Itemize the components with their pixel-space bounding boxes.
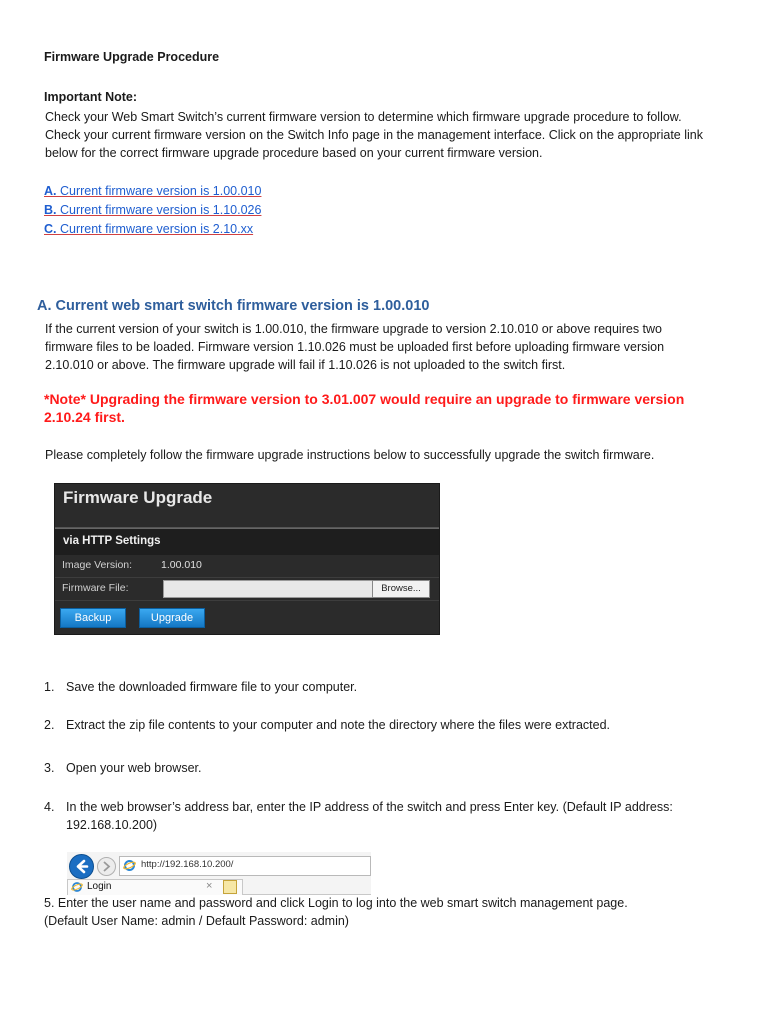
step-text-line: In the web browser’s address bar, enter the IP address of the switch and press Enter key. (Default IP address: — [66, 800, 673, 814]
ie-logo-icon — [123, 859, 136, 872]
close-tab-icon[interactable]: × — [206, 880, 213, 892]
address-bar[interactable] — [119, 856, 371, 876]
note-line: Check your current firmware version on the Switch Info page in the management interface. Click on the appropriate link — [45, 128, 703, 142]
step-text-line: 192.168.10.200) — [66, 818, 158, 832]
section-a-heading: A. Current web smart switch firmware version is 1.00.010 — [37, 298, 430, 314]
panel-subheader — [55, 528, 439, 555]
link-version-c[interactable]: C. Current firmware version is 2.10.xx — [44, 222, 254, 236]
note-line: below for the correct firmware upgrade procedure based on your current firmware version. — [45, 146, 543, 160]
step-item — [44, 759, 744, 777]
step-text — [66, 798, 726, 834]
step-5 — [44, 894, 754, 930]
tab-title: Login — [87, 881, 112, 892]
step-item — [44, 678, 744, 696]
step-item — [44, 716, 744, 734]
important-note-body — [45, 108, 745, 162]
image-version-row — [55, 555, 439, 578]
image-version-value: 1.00.010 — [161, 559, 202, 571]
section-a-intro — [45, 320, 745, 374]
warning-line: 2.10.24 first. — [44, 409, 125, 425]
important-note-heading: Important Note: — [44, 90, 138, 104]
link-version-b[interactable]: B. Current firmware version is 1.10.026 — [44, 203, 262, 217]
url-text: http://192.168.10.200/ — [141, 859, 234, 870]
upgrade-button[interactable]: Upgrade — [139, 608, 205, 628]
document-title: Firmware Upgrade Procedure — [44, 50, 220, 64]
follow-instructions-text: Please completely follow the firmware upgrade instructions below to successfully upgrade the switch firmware. — [45, 448, 655, 462]
step-5-line: (Default User Name: admin / Default Password: admin) — [44, 914, 349, 928]
firmware-upgrade-panel — [54, 483, 440, 635]
subheader-label: via HTTP Settings — [63, 535, 161, 547]
step-text: Open your web browser. — [66, 761, 202, 775]
back-arrow-icon[interactable] — [69, 854, 94, 879]
upgrade-warning-note — [44, 390, 744, 426]
step-number: 2. — [44, 718, 55, 732]
intro-line: If the current version of your switch is 1.00.010, the firmware upgrade to version 2.10.010 or above requires two — [45, 322, 662, 336]
link-version-a[interactable]: A. Current firmware version is 1.00.010 — [44, 184, 262, 198]
step-number: 4. — [44, 800, 55, 814]
step-5-line: 5. Enter the user name and password and click Login to log into the web smart switch management page. — [44, 896, 628, 910]
panel-title: Firmware Upgrade — [63, 488, 213, 507]
step-text: Extract the zip file contents to your computer and note the directory where the files were extracted. — [66, 718, 611, 732]
step-number: 3. — [44, 761, 55, 775]
firmware-file-label: Firmware File: — [62, 582, 129, 594]
intro-line: firmware files to be loaded. Firmware version 1.10.026 must be uploaded first before uploading firmware version — [45, 340, 665, 354]
step-text: Save the downloaded firmware file to your computer. — [66, 680, 358, 694]
new-tab-icon[interactable] — [223, 880, 237, 894]
browse-button[interactable]: Browse... — [372, 580, 430, 598]
image-version-label: Image Version: — [62, 559, 133, 571]
backup-button[interactable]: Backup — [60, 608, 126, 628]
version-links — [44, 182, 261, 239]
intro-line: 2.10.010 or above. The firmware upgrade will fail if 1.10.026 is not uploaded to the switch first. — [45, 358, 566, 372]
browser-address-bar-screenshot — [67, 852, 371, 895]
step-number: 1. — [44, 680, 55, 694]
step-item — [44, 798, 744, 834]
warning-line: *Note* Upgrading the firmware version to 3.01.007 would require an upgrade to firmware version — [44, 391, 685, 407]
firmware-file-row — [55, 578, 439, 601]
ie-logo-icon — [71, 881, 83, 893]
forward-arrow-icon[interactable] — [97, 857, 116, 876]
note-line: Check your Web Smart Switch’s current firmware version to determine which firmware upgrade procedure to follow. — [45, 110, 682, 124]
browser-tab[interactable] — [67, 879, 243, 895]
